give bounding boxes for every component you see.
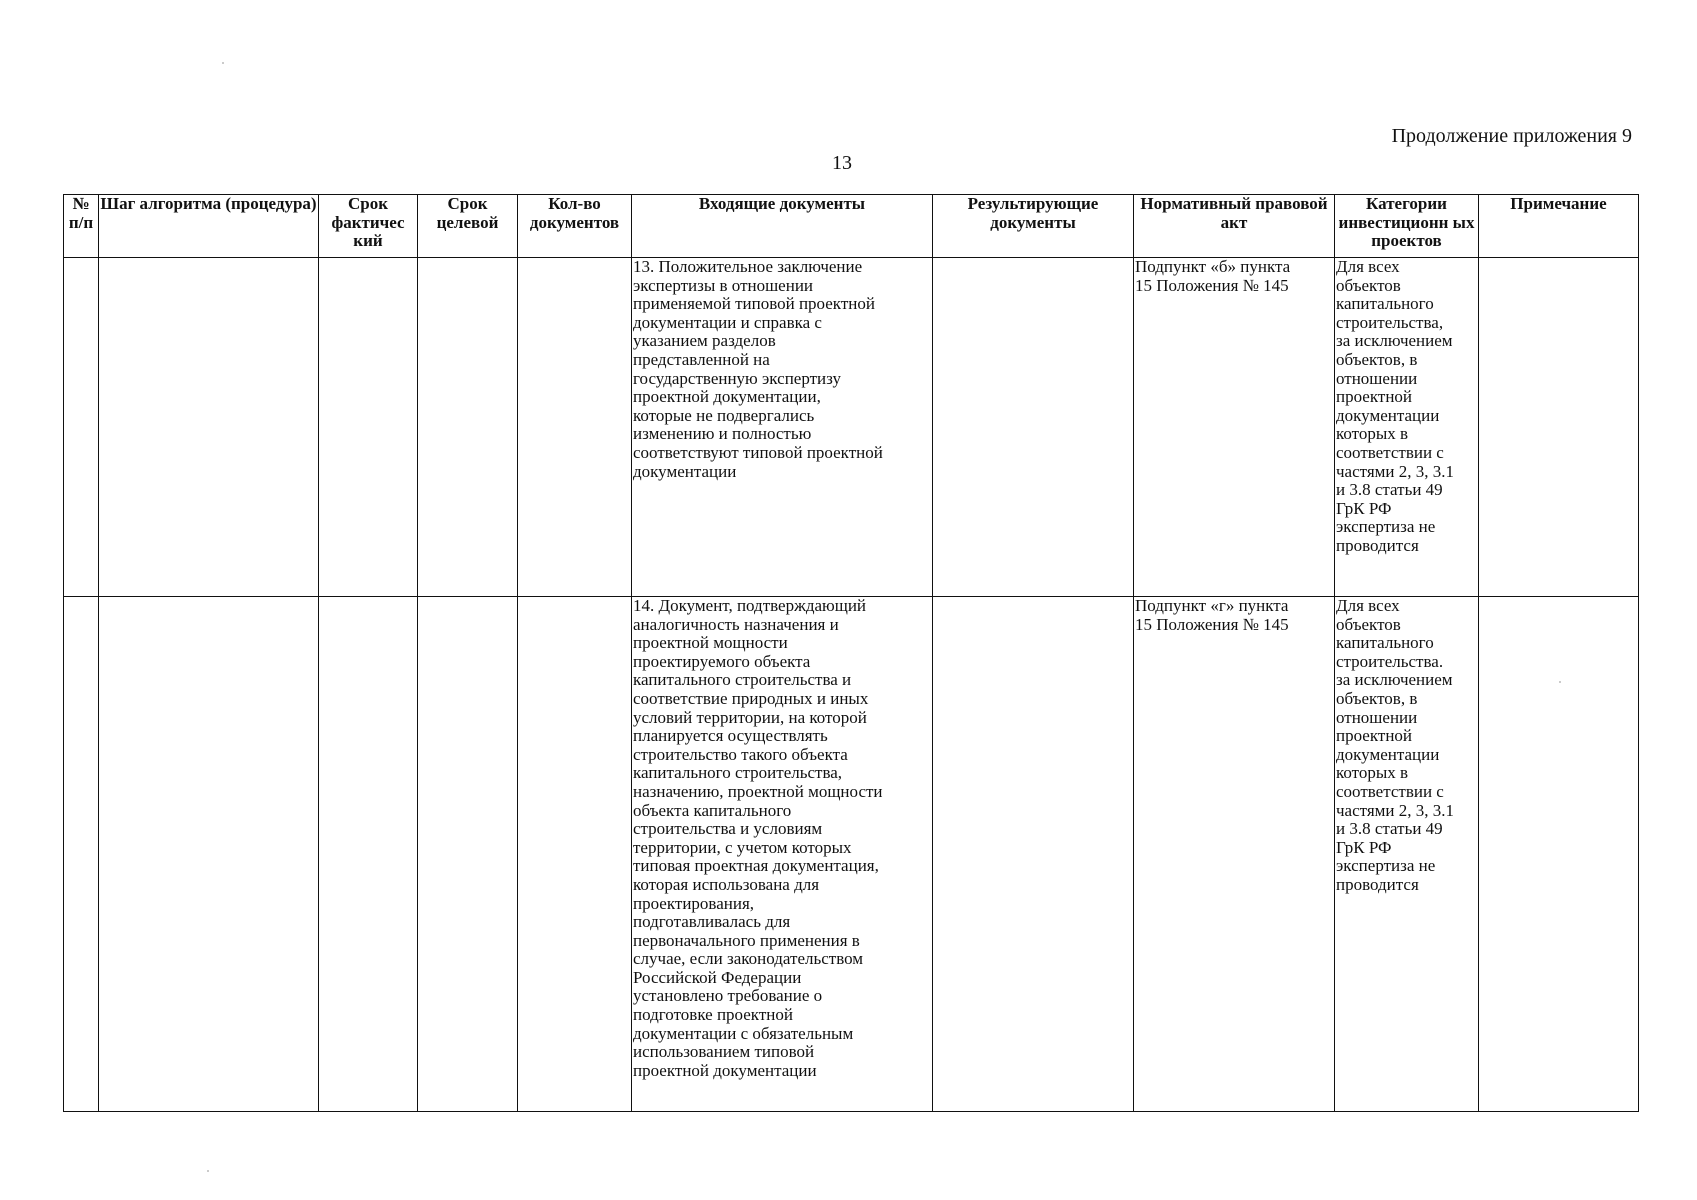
page-number: 13	[832, 152, 852, 174]
cell-doc-count	[518, 597, 632, 1112]
cell-term-actual	[319, 597, 418, 1112]
column-header-project-categories: Категории инвестиционн ых проектов	[1335, 195, 1479, 258]
cell-step	[99, 597, 319, 1112]
table-row	[64, 258, 1639, 597]
cell-note	[1479, 258, 1639, 597]
scan-speck	[207, 1170, 209, 1172]
cell-legal-act: Подпункт «б» пункта 15 Положения № 145	[1134, 258, 1335, 597]
column-header-doc-count: Кол-во документов	[518, 195, 632, 258]
column-header-step: Шаг алгоритма (процедура)	[99, 195, 319, 258]
cell-doc-count	[518, 258, 632, 597]
column-header-legal-act: Нормативный правовой акт	[1134, 195, 1335, 258]
appendix-continuation-header: Продолжение приложения 9	[1391, 125, 1632, 147]
scan-speck	[1559, 681, 1561, 683]
cell-note	[1479, 597, 1639, 1112]
cell-project-categories: Для всех объектов капитального строительства. за исключением объектов, в отношении проектной документации которых в соответствии с частями 2, 3, 3.1 и 3.8 статьи 49 ГрК РФ экспертиза не проводится	[1335, 597, 1479, 1112]
cell-number	[64, 597, 99, 1112]
cell-resulting-docs	[933, 258, 1134, 597]
column-header-number: № п/п	[64, 195, 99, 258]
column-header-incoming-docs: Входящие документы	[632, 195, 933, 258]
cell-number	[64, 258, 99, 597]
cell-term-target	[418, 597, 518, 1112]
cell-resulting-docs	[933, 597, 1134, 1112]
scan-speck	[222, 62, 224, 64]
cell-incoming-docs: 13. Положительное заключение экспертизы в отношении применяемой типовой проектной документации и справка с указанием разделов представленной на государственную экспертизу проектной документации, которые не подвергались изменению и полностью соответствуют типовой проектной документации	[632, 258, 933, 597]
cell-incoming-docs: 14. Документ, подтверждающий аналогичность назначения и проектной мощности проектируемого объекта капитального строительства и соответствие природных и иных условий территории, на которой планируется осуществлять строительство такого объекта капитального строительства, назначению, проектной мощности объекта капитального строительства и условиям территории, с учетом которых типовая проектная документация, которая использована для проектирования, подготавливалась для первоначального применения в случае, если законодательством Российской Федерации установлено требование о подготовке проектной документации с обязательным использованием типовой проектной документации	[632, 597, 933, 1112]
cell-term-actual	[319, 258, 418, 597]
table-header-row	[64, 195, 1639, 258]
table-row	[64, 597, 1639, 1112]
cell-project-categories: Для всех объектов капитального строительства, за исключением объектов, в отношении проектной документации которых в соответствии с частями 2, 3, 3.1 и 3.8 статьи 49 ГрК РФ экспертиза не проводится	[1335, 258, 1479, 597]
column-header-resulting-docs: Результирующие документы	[933, 195, 1134, 258]
algorithm-table	[63, 194, 1639, 1112]
cell-term-target	[418, 258, 518, 597]
cell-step	[99, 258, 319, 597]
cell-legal-act: Подпункт «г» пункта 15 Положения № 145	[1134, 597, 1335, 1112]
column-header-term-actual: Срок фактичес кий	[319, 195, 418, 258]
column-header-note: Примечание	[1479, 195, 1639, 258]
column-header-term-target: Срок целевой	[418, 195, 518, 258]
